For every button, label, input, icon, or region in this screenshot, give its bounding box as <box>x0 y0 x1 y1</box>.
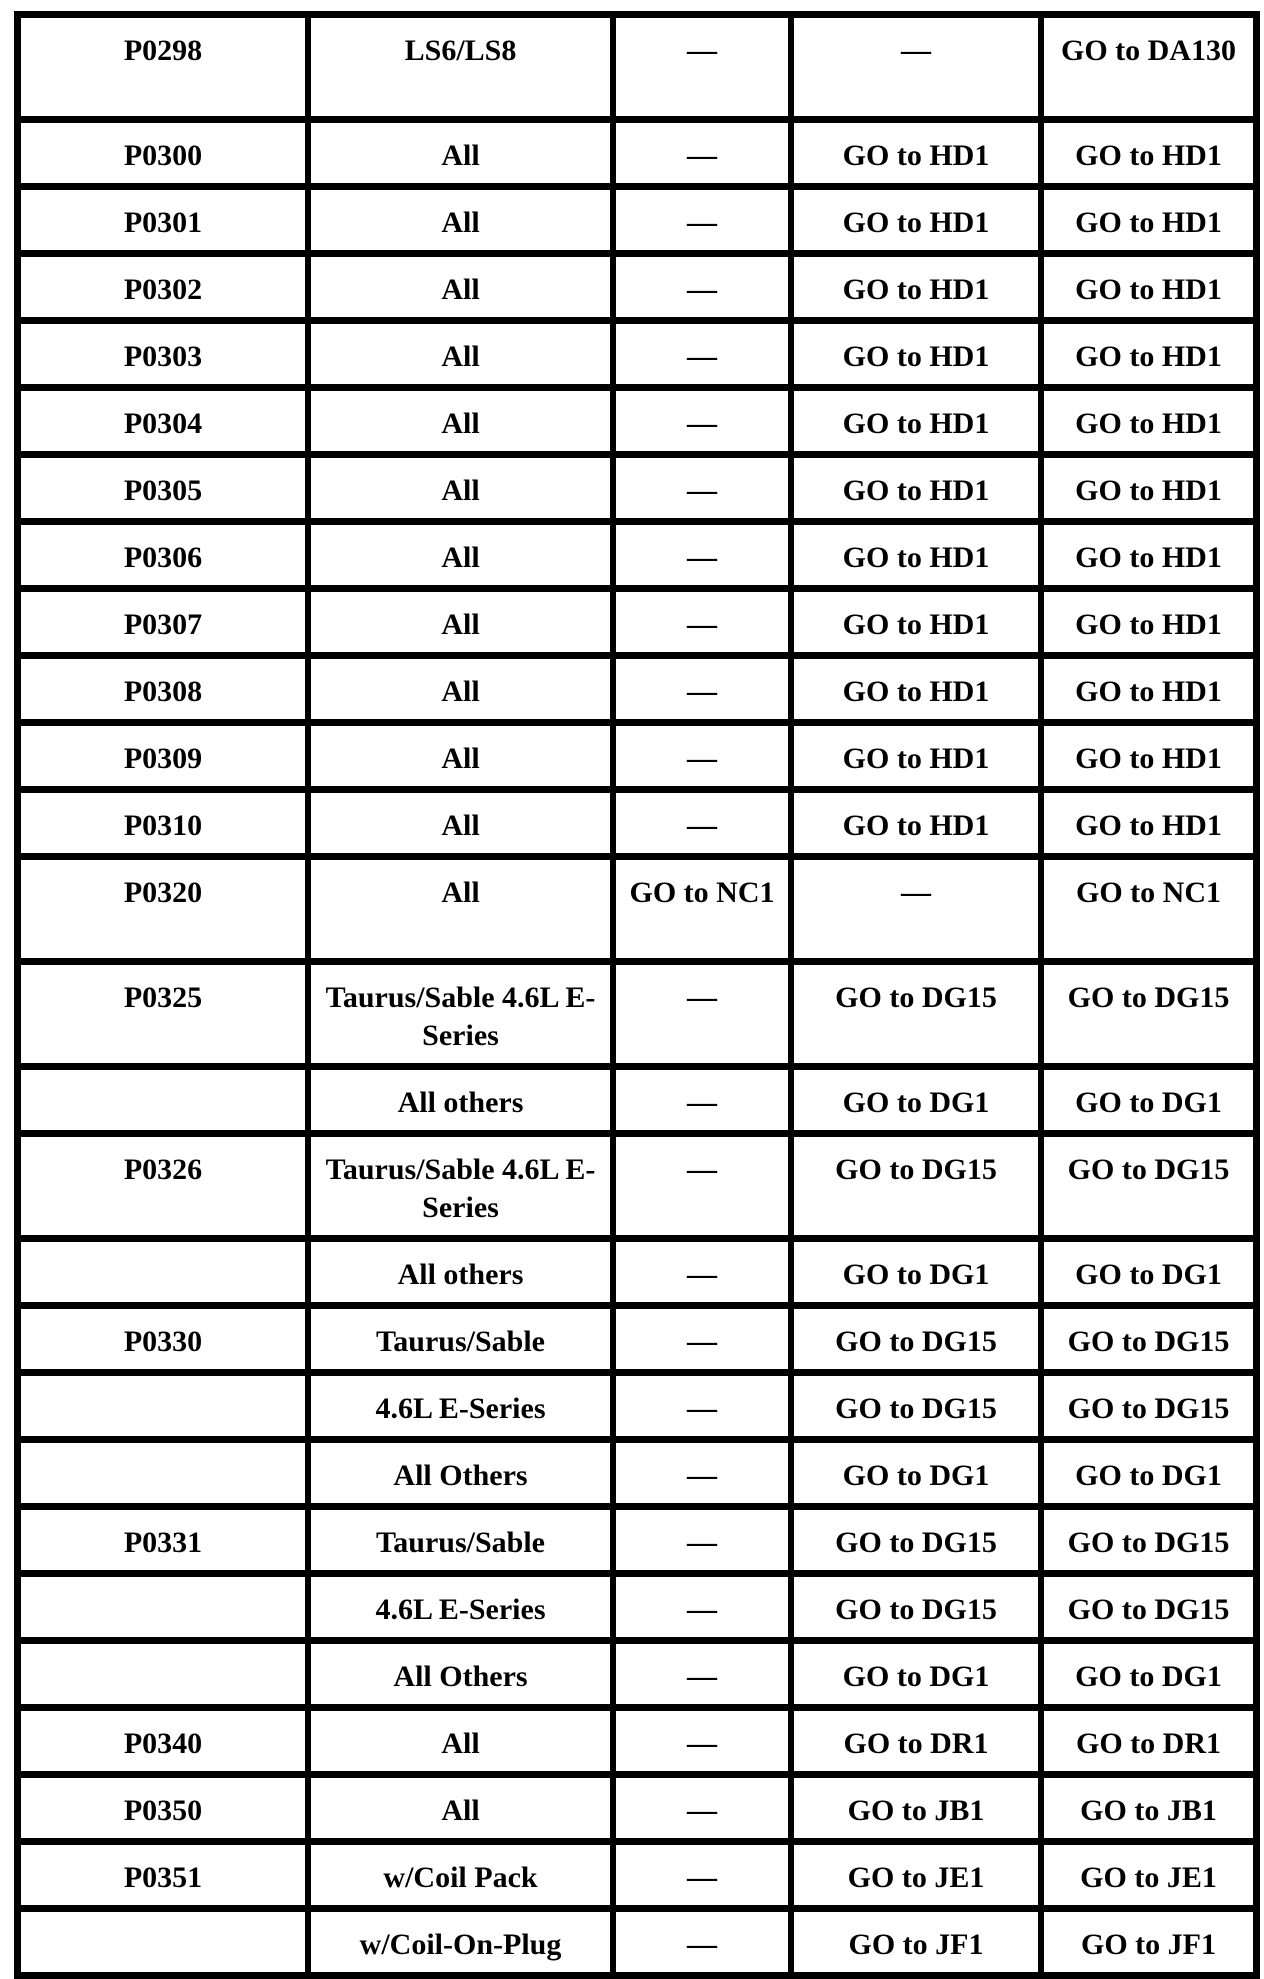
table-row <box>19 1572 1255 1639</box>
table-row <box>19 252 1255 319</box>
table-row <box>19 1371 1255 1438</box>
application-cell: All <box>307 855 612 960</box>
table-row <box>19 855 1255 960</box>
action-cell-2: GO to DG15 <box>790 1505 1040 1572</box>
dtc-code-cell: P0331 <box>19 1505 307 1572</box>
action-cell-1: — <box>612 1304 790 1371</box>
action-cell-3: GO to DG15 <box>1040 960 1255 1065</box>
action-cell-1: GO to NC1 <box>612 855 790 960</box>
action-cell-1: — <box>612 587 790 654</box>
action-cell-2: GO to JF1 <box>790 1907 1040 1974</box>
action-cell-3: GO to DG15 <box>1040 1304 1255 1371</box>
table-row <box>19 587 1255 654</box>
table-row <box>19 1237 1255 1304</box>
table-row <box>19 1773 1255 1840</box>
table-row <box>19 1304 1255 1371</box>
action-cell-3: GO to DG15 <box>1040 1505 1255 1572</box>
application-cell: All <box>307 1773 612 1840</box>
action-cell-1: — <box>612 520 790 587</box>
dtc-code-cell: P0330 <box>19 1304 307 1371</box>
action-cell-3: GO to DG15 <box>1040 1371 1255 1438</box>
application-cell: All others <box>307 1237 612 1304</box>
table-row <box>19 1065 1255 1132</box>
application-cell: Taurus/Sable 4.6L E-Series <box>307 960 612 1065</box>
application-cell: w/Coil-On-Plug <box>307 1907 612 1974</box>
dtc-table <box>14 11 1260 1979</box>
dtc-code-cell: P0308 <box>19 654 307 721</box>
action-cell-3: GO to HD1 <box>1040 185 1255 252</box>
application-cell: All <box>307 386 612 453</box>
action-cell-1: — <box>612 960 790 1065</box>
application-cell: All <box>307 185 612 252</box>
action-cell-3: GO to HD1 <box>1040 118 1255 185</box>
application-cell: Taurus/Sable 4.6L E-Series <box>307 1132 612 1237</box>
dtc-code-cell <box>19 1371 307 1438</box>
dtc-code-cell: P0351 <box>19 1840 307 1907</box>
dtc-code-cell <box>19 1907 307 1974</box>
dtc-code-cell: P0309 <box>19 721 307 788</box>
action-cell-1: — <box>612 16 790 118</box>
table-row <box>19 1639 1255 1706</box>
action-cell-1: — <box>612 1237 790 1304</box>
action-cell-2: GO to HD1 <box>790 453 1040 520</box>
action-cell-2: GO to DG1 <box>790 1639 1040 1706</box>
dtc-code-cell: P0350 <box>19 1773 307 1840</box>
action-cell-2: GO to HD1 <box>790 319 1040 386</box>
action-cell-1: — <box>612 118 790 185</box>
action-cell-3: GO to HD1 <box>1040 654 1255 721</box>
dtc-table-body <box>19 16 1255 1974</box>
application-cell: All <box>307 453 612 520</box>
action-cell-2: GO to HD1 <box>790 386 1040 453</box>
table-row <box>19 654 1255 721</box>
action-cell-2: GO to JE1 <box>790 1840 1040 1907</box>
application-cell: 4.6L E-Series <box>307 1572 612 1639</box>
action-cell-1: — <box>612 1505 790 1572</box>
application-cell: All <box>307 319 612 386</box>
action-cell-2: GO to DR1 <box>790 1706 1040 1773</box>
dtc-code-cell <box>19 1572 307 1639</box>
application-cell: All <box>307 520 612 587</box>
action-cell-1: — <box>612 1371 790 1438</box>
action-cell-3: GO to HD1 <box>1040 252 1255 319</box>
dtc-code-cell <box>19 1639 307 1706</box>
action-cell-3: GO to HD1 <box>1040 319 1255 386</box>
action-cell-3: GO to DG1 <box>1040 1065 1255 1132</box>
action-cell-3: GO to NC1 <box>1040 855 1255 960</box>
action-cell-1: — <box>612 788 790 855</box>
dtc-code-cell: P0306 <box>19 520 307 587</box>
dtc-code-cell: P0302 <box>19 252 307 319</box>
table-row <box>19 1132 1255 1237</box>
action-cell-1: — <box>612 1907 790 1974</box>
action-cell-1: — <box>612 185 790 252</box>
action-cell-1: — <box>612 1706 790 1773</box>
action-cell-2: — <box>790 855 1040 960</box>
table-row <box>19 16 1255 118</box>
action-cell-3: GO to JE1 <box>1040 1840 1255 1907</box>
dtc-code-cell: P0340 <box>19 1706 307 1773</box>
dtc-code-cell: P0325 <box>19 960 307 1065</box>
action-cell-3: GO to HD1 <box>1040 386 1255 453</box>
application-cell: LS6/LS8 <box>307 16 612 118</box>
action-cell-2: GO to HD1 <box>790 118 1040 185</box>
action-cell-2: GO to HD1 <box>790 654 1040 721</box>
table-row <box>19 118 1255 185</box>
action-cell-3: GO to DG1 <box>1040 1639 1255 1706</box>
application-cell: All Others <box>307 1639 612 1706</box>
action-cell-3: GO to JF1 <box>1040 1907 1255 1974</box>
action-cell-2: GO to DG15 <box>790 1572 1040 1639</box>
table-row <box>19 453 1255 520</box>
action-cell-3: GO to DG1 <box>1040 1237 1255 1304</box>
action-cell-1: — <box>612 1773 790 1840</box>
action-cell-2: GO to HD1 <box>790 185 1040 252</box>
action-cell-2: GO to HD1 <box>790 721 1040 788</box>
application-cell: All others <box>307 1065 612 1132</box>
table-row <box>19 1706 1255 1773</box>
action-cell-3: GO to HD1 <box>1040 587 1255 654</box>
application-cell: All <box>307 721 612 788</box>
action-cell-2: GO to JB1 <box>790 1773 1040 1840</box>
action-cell-1: — <box>612 453 790 520</box>
action-cell-2: GO to DG1 <box>790 1438 1040 1505</box>
table-row <box>19 1438 1255 1505</box>
action-cell-2: GO to DG15 <box>790 960 1040 1065</box>
action-cell-2: GO to DG15 <box>790 1304 1040 1371</box>
application-cell: All <box>307 654 612 721</box>
action-cell-1: — <box>612 1840 790 1907</box>
action-cell-1: — <box>612 252 790 319</box>
action-cell-3: GO to DG15 <box>1040 1572 1255 1639</box>
action-cell-3: GO to DA130 <box>1040 16 1255 118</box>
action-cell-2: GO to HD1 <box>790 587 1040 654</box>
action-cell-2: GO to HD1 <box>790 252 1040 319</box>
table-row <box>19 1505 1255 1572</box>
action-cell-2: GO to HD1 <box>790 788 1040 855</box>
dtc-code-cell: P0307 <box>19 587 307 654</box>
application-cell: All Others <box>307 1438 612 1505</box>
action-cell-1: — <box>612 654 790 721</box>
table-row <box>19 520 1255 587</box>
action-cell-2: GO to DG1 <box>790 1065 1040 1132</box>
action-cell-3: GO to HD1 <box>1040 788 1255 855</box>
action-cell-1: — <box>612 1572 790 1639</box>
action-cell-2: GO to DG15 <box>790 1132 1040 1237</box>
action-cell-1: — <box>612 386 790 453</box>
action-cell-1: — <box>612 1639 790 1706</box>
application-cell: w/Coil Pack <box>307 1840 612 1907</box>
table-row <box>19 185 1255 252</box>
application-cell: All <box>307 252 612 319</box>
dtc-code-cell: P0298 <box>19 16 307 118</box>
application-cell: Taurus/Sable <box>307 1304 612 1371</box>
application-cell: All <box>307 1706 612 1773</box>
action-cell-2: — <box>790 16 1040 118</box>
dtc-code-cell: P0301 <box>19 185 307 252</box>
action-cell-1: — <box>612 319 790 386</box>
action-cell-3: GO to HD1 <box>1040 453 1255 520</box>
dtc-code-cell: P0303 <box>19 319 307 386</box>
dtc-code-cell: P0310 <box>19 788 307 855</box>
action-cell-3: GO to DG15 <box>1040 1132 1255 1237</box>
action-cell-2: GO to DG15 <box>790 1371 1040 1438</box>
dtc-code-cell: P0305 <box>19 453 307 520</box>
dtc-code-cell: P0326 <box>19 1132 307 1237</box>
action-cell-3: GO to JB1 <box>1040 1773 1255 1840</box>
action-cell-2: GO to HD1 <box>790 520 1040 587</box>
application-cell: All <box>307 587 612 654</box>
table-row <box>19 788 1255 855</box>
action-cell-3: GO to HD1 <box>1040 721 1255 788</box>
dtc-code-cell <box>19 1065 307 1132</box>
table-row <box>19 1840 1255 1907</box>
action-cell-1: — <box>612 1132 790 1237</box>
action-cell-1: — <box>612 1065 790 1132</box>
table-row <box>19 386 1255 453</box>
action-cell-1: — <box>612 1438 790 1505</box>
action-cell-3: GO to HD1 <box>1040 520 1255 587</box>
action-cell-3: GO to DR1 <box>1040 1706 1255 1773</box>
application-cell: 4.6L E-Series <box>307 1371 612 1438</box>
table-row <box>19 960 1255 1065</box>
application-cell: All <box>307 118 612 185</box>
dtc-code-cell: P0304 <box>19 386 307 453</box>
dtc-code-cell: P0300 <box>19 118 307 185</box>
table-row <box>19 1907 1255 1974</box>
application-cell: Taurus/Sable <box>307 1505 612 1572</box>
action-cell-1: — <box>612 721 790 788</box>
table-row <box>19 721 1255 788</box>
dtc-code-cell <box>19 1237 307 1304</box>
dtc-code-cell: P0320 <box>19 855 307 960</box>
table-row <box>19 319 1255 386</box>
application-cell: All <box>307 788 612 855</box>
dtc-code-cell <box>19 1438 307 1505</box>
action-cell-3: GO to DG1 <box>1040 1438 1255 1505</box>
action-cell-2: GO to DG1 <box>790 1237 1040 1304</box>
